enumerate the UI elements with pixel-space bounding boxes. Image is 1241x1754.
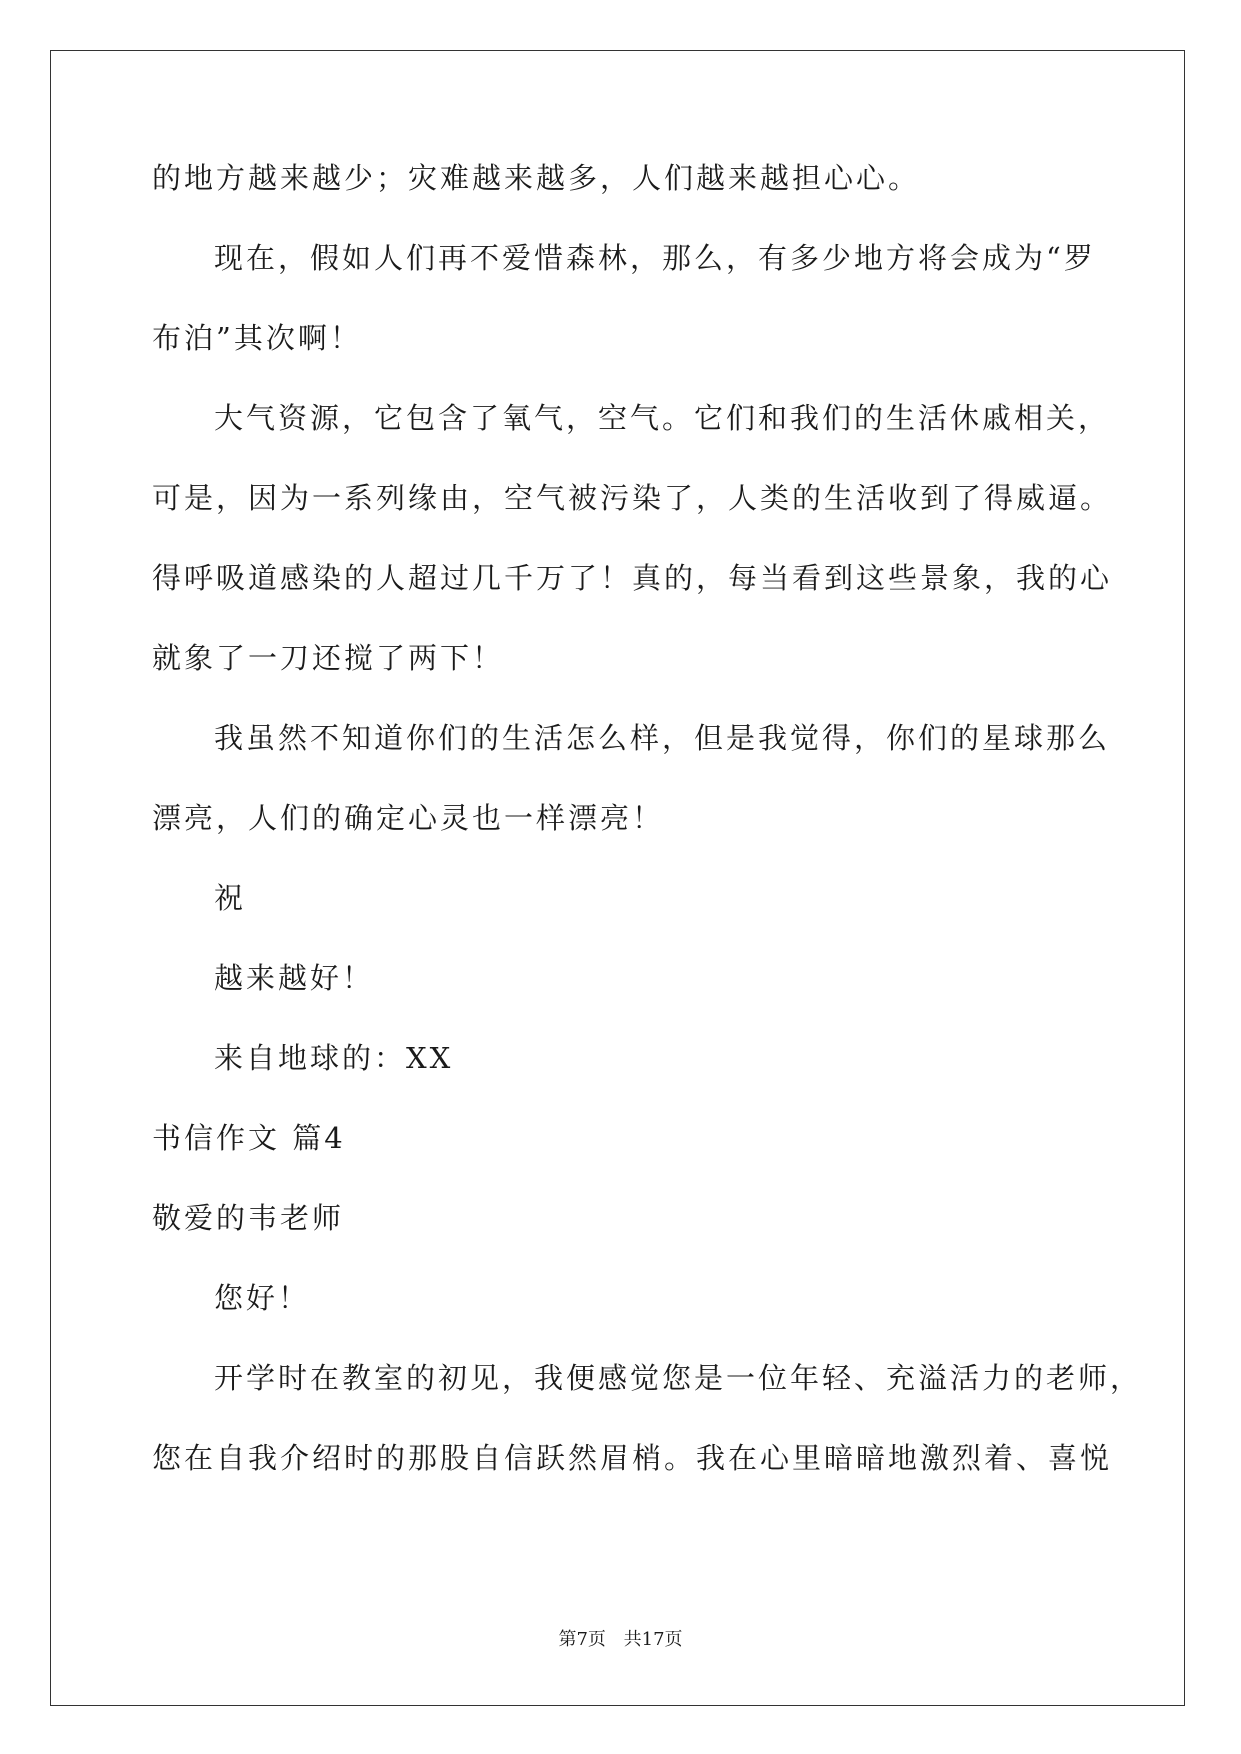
text-line: 就象了一刀还搅了两下！ [152,641,505,675]
text-line: 漂亮，人们的确定心灵也一样漂亮！ [152,801,665,835]
text-line: 大气资源，它包含了氧气，空气。它们和我们的生活休戚相关， [214,401,1111,435]
page-total: 共17页 [623,1629,683,1650]
text-line: 开学时在教室的初见，我便感觉您是一位年轻、充溢活力的老师， [214,1361,1143,1395]
text-line: 布泊”其次啊！ [152,321,362,355]
section-heading: 书信作文 篇4 [152,1121,346,1155]
text-line: 越来越好！ [214,961,375,995]
text-line: 来自地球的：XX [214,1041,454,1075]
text-line: 得呼吸道感染的人超过几千万了！真的，每当看到这些景象，我的心 [152,561,1113,595]
salutation: 敬爱的韦老师 [152,1201,345,1235]
text-line: 的地方越来越少；灾难越来越多，人们越来越担心心。 [152,161,921,195]
text-line: 我虽然不知道你们的生活怎么样，但是我觉得，你们的星球那么 [214,721,1111,755]
text-line: 祝 [214,881,247,915]
page-number: 第7页 [558,1629,606,1650]
text-line: 您在自我介绍时的那股自信跃然眉梢。我在心里暗暗地激烈着、喜悦 [152,1441,1113,1475]
text-line: 可是，因为一系列缘由，空气被污染了，人类的生活收到了得威逼。 [152,481,1113,515]
text-line: 现在，假如人们再不爱惜森林，那么，有多少地方将会成为“罗 [214,241,1096,275]
greeting: 您好！ [214,1281,311,1315]
page-footer [0,1625,1241,1651]
